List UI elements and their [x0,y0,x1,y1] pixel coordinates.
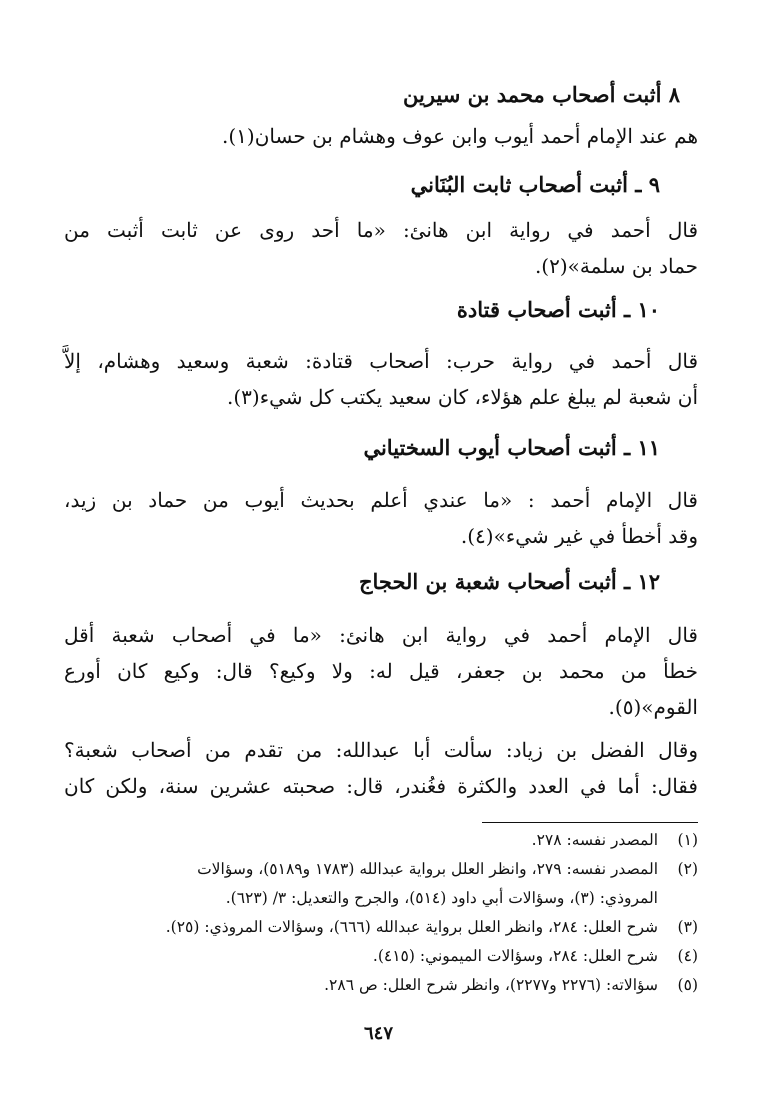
paragraph [64,482,698,554]
page-number: ٦٤٧ [363,1023,393,1044]
section-heading: ١٠ ـ أثبت أصحاب قتادة [456,297,660,322]
text-line: وقال الفضل بن زياد: سألت أبا عبدالله: من تقدم من أصحاب شعبة؟ [64,738,698,762]
section-heading: ١٢ ـ أثبت أصحاب شعبة بن الحجاج [358,569,660,594]
footnote-divider [482,822,698,823]
text-line: القوم»(٥). [608,695,698,719]
footnote-continuation [64,884,698,913]
footnote [64,826,698,855]
footnote-text: المروذي: (٣)، وسؤالات أبي داود (٥١٤)، والجرح والتعديل: ٣/ (٦٢٣). [225,889,658,907]
text-line: قال الإمام أحمد : «ما عندي أعلم بحديث أيوب من حماد بن زيد، [64,488,698,512]
text-line: قال أحمد في رواية حرب: أصحاب قتادة: شعبة وسعيد وهشام، إلاَّ [64,349,698,373]
footnote-text: سؤالاته: (٢٢٧٦ و٢٢٧٧)، وانظر شرح العلل: ص ٢٨٦. [324,976,658,994]
paragraph [64,212,698,284]
text-line: قال الإمام أحمد في رواية ابن هانئ: «ما في أصحاب شعبة أقل [64,623,698,647]
text-line: أن شعبة لم يبلغ علم هؤلاء، كان سعيد يكتب كل شيء(٣). [226,385,698,409]
section-heading: ١١ ـ أثبت أصحاب أيوب السختياني [363,435,660,460]
paragraph [64,118,698,154]
footnote-number: (١) [677,831,698,849]
text-line: قال أحمد في رواية ابن هانئ: «ما أحد روى عن ثابت أثبت من [64,218,698,242]
footnotes [64,826,698,1000]
footnote-number: (٣) [677,918,698,936]
paragraph [64,343,698,415]
footnote-number [668,884,698,913]
text-line: هم عند الإمام أحمد أيوب وابن عوف وهشام بن حسان(١). [222,124,698,148]
footnote-number: (٢) [677,860,698,878]
section-heading: ٩ ـ أثبت أصحاب ثابت البُنَاني [410,172,660,197]
footnote-text: المصدر نفسه: ٢٧٩، وانظر العلل برواية عبدالله (١٧٨٣ و٥١٨٩)، وسؤالات [197,860,658,878]
text-line: فقال: أما في العدد والكثرة فغُندر، قال: صحبته عشرين سنة، ولكن كان [64,774,698,798]
footnote-number: (٥) [677,976,698,994]
text-line: خطأ من محمد بن جعفر، قيل له: ولا وكيع؟ قال: وكيع كان أورع [64,659,698,683]
footnote-text: شرح العلل: ٢٨٤، وانظر العلل برواية عبدالله (٦٦٦)، وسؤالات المروذي: (٢٥). [165,918,658,936]
footnote-text: شرح العلل: ٢٨٤، وسؤالات الميموني: (٤١٥). [372,947,658,965]
footnote [64,855,698,884]
footnote [64,971,698,1000]
footnote-text: المصدر نفسه: ٢٧٨. [531,831,658,849]
text-line: وقد أخطأ في غير شيء»(٤). [460,524,698,548]
text-line: حماد بن سلمة»(٢). [534,254,698,278]
paragraph [64,617,698,725]
section-heading: ٨ أثبت أصحاب محمد بن سيرين [402,82,680,107]
footnote [64,942,698,971]
paragraph [64,732,698,804]
footnote-number: (٤) [677,947,698,965]
footnote [64,913,698,942]
